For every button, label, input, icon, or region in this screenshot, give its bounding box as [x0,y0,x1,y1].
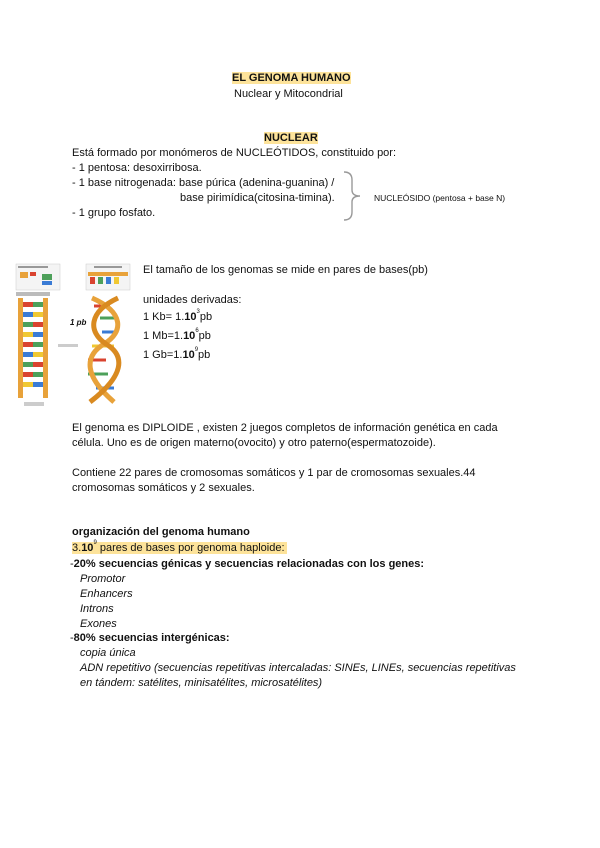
list-item: - 1 base nitrogenada: base púrica (adenina-guanina) / [72,177,335,189]
derived-units-label: unidades derivadas: [143,294,242,306]
nucleoside-note: NUCLEÓSIDO (pentosa + base N) [374,193,506,203]
list-item: - 1 grupo fosfato. [72,207,156,219]
list-item: Introns [80,603,114,615]
list-item: base pirimídica(citosina-timina). [180,192,335,204]
haploid-pairs-line: 3.10$^9$ pares de bases por genoma haploide: [72,540,285,554]
nuclear-heading: NUCLEAR [264,132,318,144]
base-pair-label: 1 pb [70,318,87,327]
double-helix-icon [88,298,119,402]
kilobase-line: 1 $Kb= 1.10^3pb$ [143,309,213,323]
diploid-paragraph-line: El genoma es DIPLOIDE , existen 2 juegos completos de información genética en cada [72,422,498,434]
megabase-line: 1 $Mb=1.10^6pb$ [143,328,211,342]
dna-ladder-icon [16,292,50,406]
dna-strand-diagram-icon [86,264,130,290]
list-item: Exones [80,618,117,630]
nucleotide-diagram-icon [16,264,60,290]
list-item: - 1 pentosa: desoxirribosa. [72,162,202,174]
nuclear-intro: Está formado por monómeros de NUCLEÓTIDOS, constituido por: [72,147,397,159]
gigabase-line: 1 $Gb=1.10^9pb$ [143,347,211,361]
page-subtitle: Nuclear y Mitocondrial [234,88,343,100]
genome-size-intro: El tamaño de los genomas se mide en pares de bases(pb) [143,264,428,276]
chromosomes-paragraph-line: Contiene 22 pares de cromosomas somáticos y 1 par de cromosomas sexuales.44 [72,467,476,479]
dna-figure [14,262,132,412]
intergenic-sequences-heading: -80% secuencias intergénicas: [70,632,230,644]
diploid-paragraph-line: célula. Uno es de origen materno(ovocito) y otro paterno(espermatozoide). [72,437,436,449]
genic-sequences-heading: -20% secuencias génicas y secuencias relacionadas con los genes: [70,558,425,570]
page-title: EL GENOMA HUMANO [232,72,351,84]
list-item: en tándem: satélites, minisatélites, microsatélites) [80,677,323,689]
list-item: Promotor [80,573,126,585]
list-item: ADN repetitivo (secuencias repetitivas intercaladas: SINEs, LINEs, secuencias repetitivas [80,662,516,674]
chromosomes-paragraph-line: cromosomas somáticos y 2 sexuales. [72,482,255,494]
curly-bracket-icon [340,170,364,222]
list-item: Enhancers [80,588,133,600]
list-item: copia única [80,647,136,659]
organization-heading: organización del genoma humano [72,526,250,538]
